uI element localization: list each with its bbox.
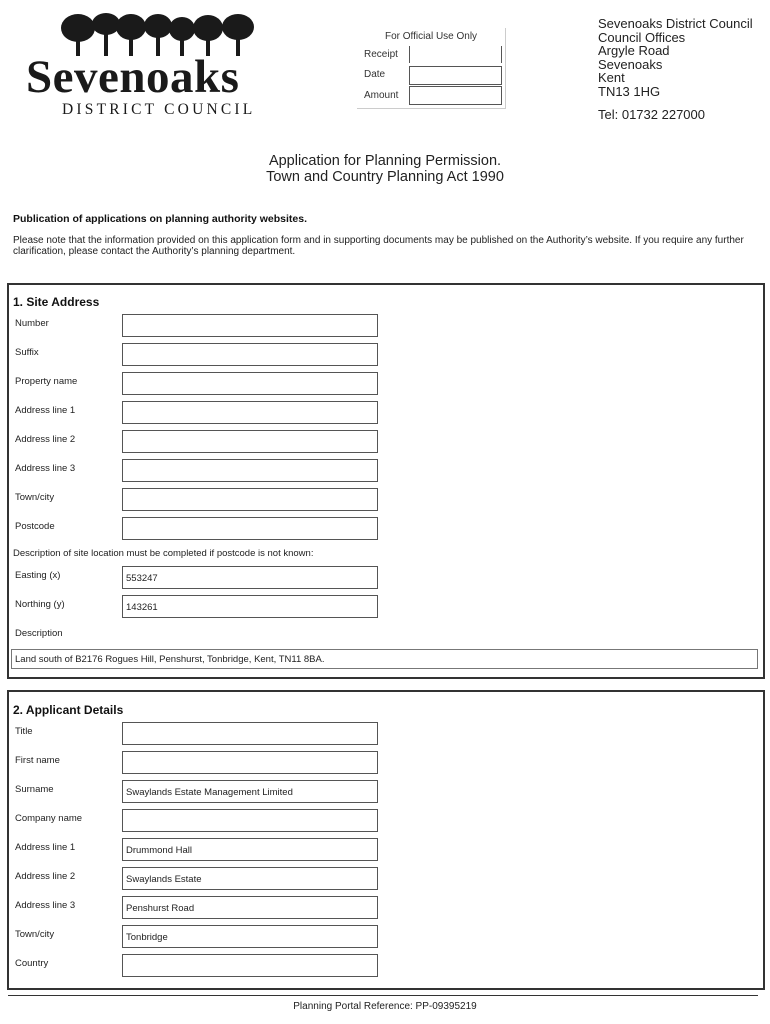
description-label: Description — [15, 628, 63, 639]
official-use-title: For Official Use Only — [385, 31, 478, 42]
publication-text: Please note that the information provided on this application form and in supporting documents may be published on the Authority’s website. If you require any further clarification, please contact the Authority’s planning department. — [13, 235, 744, 257]
applicant-address-line1-field[interactable]: Drummond Hall — [122, 838, 378, 861]
portal-reference: Planning Portal Reference: PP-09395219 — [293, 1001, 477, 1012]
field-label: Surname — [15, 784, 54, 795]
site-address-section — [7, 283, 765, 679]
field-label: Postcode — [15, 521, 55, 532]
logo-wordmark: Sevenoaks — [26, 51, 240, 103]
form-title-line2: Town and Country Planning Act 1990 — [266, 169, 504, 185]
site-address-heading: 1. Site Address — [13, 295, 100, 309]
northing-field[interactable]: 143261 — [122, 595, 378, 618]
field-label: Country — [15, 958, 49, 969]
applicant-country-field[interactable] — [122, 954, 378, 977]
amount-field[interactable] — [409, 86, 502, 105]
location-note: Description of site location must be completed if postcode is not known: — [13, 548, 314, 559]
council-address — [598, 17, 753, 98]
field-label: Title — [15, 726, 33, 737]
publication-heading: Publication of applications on planning authority websites. — [13, 213, 308, 225]
council-telephone: Tel: 01732 227000 — [598, 107, 705, 122]
date-label: Date — [364, 69, 386, 80]
field-label: Address line 1 — [15, 842, 76, 853]
applicant-title-field[interactable] — [122, 722, 378, 745]
footer-divider — [8, 995, 758, 996]
field-label: Address line 2 — [15, 434, 76, 445]
amount-label: Amount — [364, 90, 399, 101]
address-line: Kent — [598, 70, 625, 85]
receipt-field[interactable] — [409, 46, 502, 63]
address-line: Sevenoaks — [598, 56, 663, 72]
applicant-heading: 2. Applicant Details — [13, 703, 124, 717]
applicant-first-name-field[interactable] — [122, 751, 378, 774]
field-label: Town/city — [15, 492, 55, 503]
address-line: Council Offices — [598, 29, 686, 45]
applicant-address-line3-field[interactable]: Penshurst Road — [122, 896, 378, 919]
field-label: Address line 1 — [15, 405, 76, 416]
logo-subtitle: DISTRICT COUNCIL — [62, 101, 256, 118]
applicant-surname-field[interactable]: Swaylands Estate Management Limited — [122, 780, 378, 803]
applicant-town-field[interactable]: Tonbridge — [122, 925, 378, 948]
applicant-section — [7, 690, 765, 990]
field-label: Address line 3 — [15, 900, 76, 911]
form-title — [0, 153, 770, 185]
site-address-line1-field[interactable] — [122, 401, 378, 424]
field-label: Address line 2 — [15, 871, 76, 882]
field-label: Address line 3 — [15, 463, 76, 474]
field-label: Number — [15, 318, 49, 329]
description-field[interactable]: Land south of B2176 Rogues Hill, Penshurst, Tonbridge, Kent, TN11 8BA. — [11, 649, 758, 669]
address-line: TN13 1HG — [598, 83, 661, 99]
easting-label: Easting (x) — [15, 570, 61, 581]
field-label: First name — [15, 755, 60, 766]
receipt-label: Receipt — [364, 49, 398, 60]
form-title-line1: Application for Planning Permission. — [268, 153, 502, 169]
site-address-line3-field[interactable] — [122, 459, 378, 482]
applicant-address-line2-field[interactable]: Swaylands Estate — [122, 867, 378, 890]
site-number-field[interactable] — [122, 314, 378, 337]
date-field[interactable] — [409, 66, 502, 85]
address-line: Argyle Road — [598, 43, 670, 58]
field-label: Property name — [15, 376, 78, 387]
address-line: Sevenoaks District Council — [598, 16, 753, 31]
site-town-field[interactable] — [122, 488, 378, 511]
site-property-name-field[interactable] — [122, 372, 378, 395]
field-label: Company name — [15, 813, 83, 824]
field-label: Suffix — [15, 347, 39, 358]
site-suffix-field[interactable] — [122, 343, 378, 366]
northing-label: Northing (y) — [15, 599, 65, 610]
field-label: Town/city — [15, 929, 55, 940]
site-address-line2-field[interactable] — [122, 430, 378, 453]
applicant-company-field[interactable] — [122, 809, 378, 832]
easting-field[interactable]: 553247 — [122, 566, 378, 589]
site-postcode-field[interactable] — [122, 517, 378, 540]
